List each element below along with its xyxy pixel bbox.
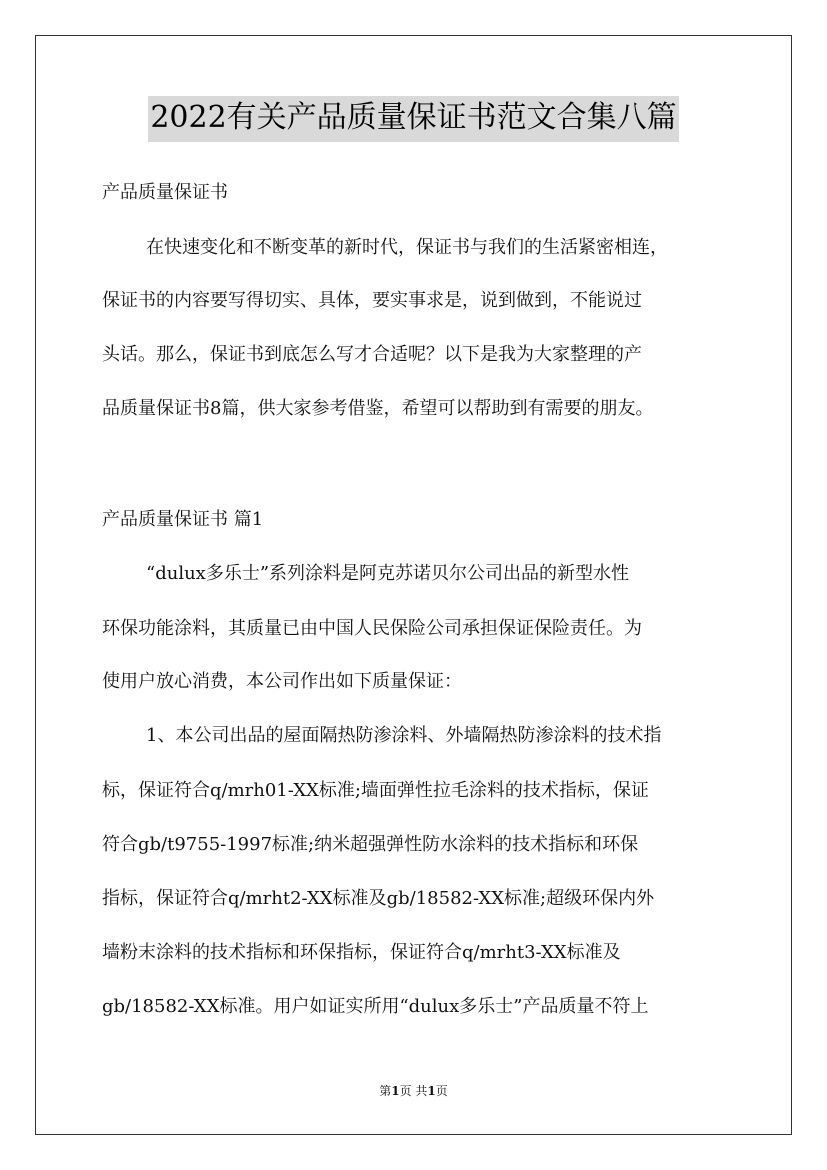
para2-line-6: gb/18582-XX标准。用户如证实所用“dulux多乐士”产品质量不符上 — [102, 996, 649, 1017]
para2-line-1: 1、本公司出品的屋面隔热防渗涂料、外墙隔热防渗涂料的技术指 — [146, 725, 662, 746]
intro-line-4: 品质量保证书8篇，供大家参考借鉴，希望可以帮助到有需要的朋友。 — [102, 398, 654, 419]
footer-page-number: 1 — [391, 1084, 400, 1098]
para2-line-4: 指标，保证符合q/mrht2-XX标准及gb/18582-XX标准;超级环保内外 — [102, 888, 655, 909]
section-heading-part1: 产品质量保证书 篇1 — [102, 509, 264, 530]
footer-page-total: 1 — [427, 1084, 436, 1098]
para1-line-3: 使用户放心消费，本公司作出如下质量保证： — [102, 671, 462, 692]
para2-line-5: 墙粉末涂料的技术指标和环保指标，保证符合q/mrht3-XX标准及 — [102, 942, 621, 963]
para2-line-2: 标，保证符合q/mrh01-XX标准;墙面弹性拉毛涂料的技术指标，保证 — [102, 780, 649, 801]
para2-line-3: 符合gb/t9755-1997标准;纳米超强弹性防水涂料的技术指标和环保 — [102, 834, 639, 855]
section-heading-intro: 产品质量保证书 — [102, 182, 228, 203]
footer-mid: 页 共 — [399, 1084, 428, 1098]
page-footer — [0, 1082, 827, 1099]
title-container — [0, 96, 827, 142]
footer-prefix: 第 — [379, 1084, 392, 1098]
intro-line-2: 保证书的内容要写得切实、具体，要实事求是，说到做到，不能说过 — [102, 290, 642, 311]
para1-line-2: 环保功能涂料，其质量已由中国人民保险公司承担保证保险责任。为 — [102, 618, 642, 639]
intro-line-1: 在快速变化和不断变革的新时代，保证书与我们的生活紧密相连， — [146, 237, 668, 258]
para1-line-1: “dulux多乐士”系列涂料是阿克苏诺贝尔公司出品的新型水性 — [146, 563, 630, 584]
intro-line-3: 头话。那么，保证书到底怎么写才合适呢？以下是我为大家整理的产 — [102, 344, 642, 365]
document-title: 2022有关产品质量保证书范文合集八篇 — [148, 96, 678, 142]
footer-suffix: 页 — [435, 1084, 448, 1098]
